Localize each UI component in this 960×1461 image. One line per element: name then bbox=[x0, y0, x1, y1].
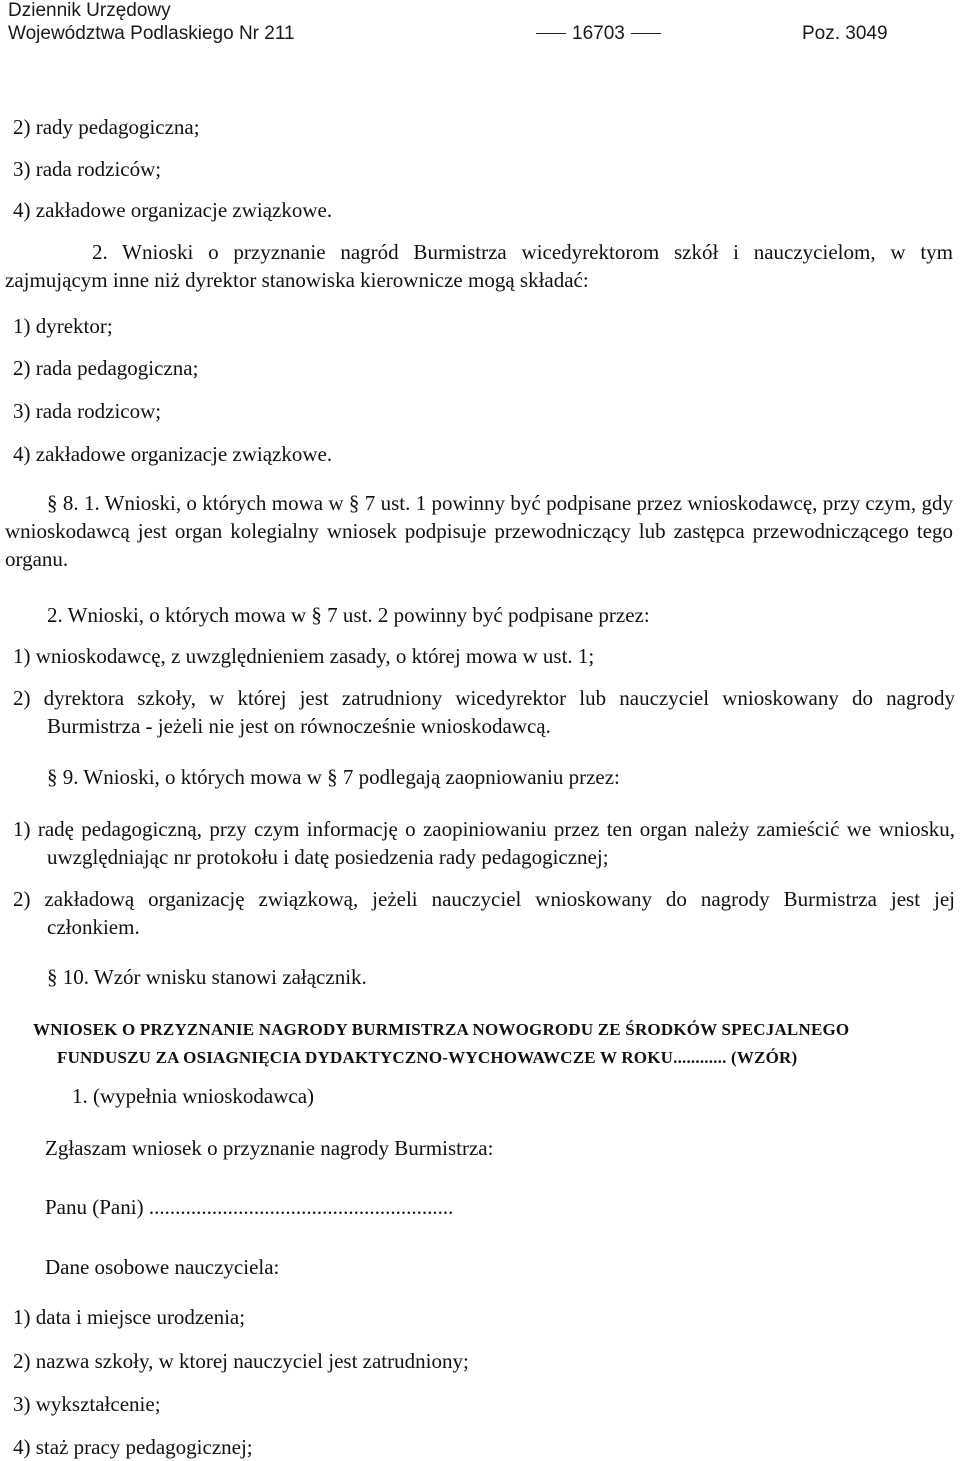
list-item: 1) wnioskodawcę, z uwzględnieniem zasady, o której mowa w ust. 1; bbox=[13, 644, 595, 668]
journal-title: Dziennik Urzędowy bbox=[8, 0, 171, 21]
list-item: 2) nazwa szkoły, w ktorej nauczyciel jest zatrudniony; bbox=[13, 1349, 469, 1373]
list-item: 1) dyrektor; bbox=[13, 314, 113, 338]
section-8-paragraph-1: § 8. 1. Wnioski, o których mowa w § 7 ust. 1 powinny być podpisane przez wnioskodawcę, przy czym, gdy wnioskodawcą jest organ kolegialny wniosek podpisuje przewodniczący lub zastępca przewodniczącego tego organu. bbox=[5, 491, 953, 571]
list-item: 2) zakładową organizację związkową, jeżeli nauczyciel wnioskowany do nagrody Burmistrza jest jej członkiem. bbox=[13, 887, 955, 939]
section-8-paragraph-2: 2. Wnioski, o których mowa w § 7 ust. 2 powinny być podpisane przez: bbox=[47, 603, 650, 627]
list-item: 2) dyrektora szkoły, w której jest zatrudniony wicedyrektor lub nauczyciel wnioskowany do nagrody Burmistrza - jeżeli nie jest on równocześnie wnioskodawcą. bbox=[13, 686, 955, 738]
list-item: 4) zakładowe organizacje związkowe. bbox=[13, 442, 333, 466]
list-item: 3) wykształcenie; bbox=[13, 1392, 161, 1416]
position-number: Poz. 3049 bbox=[802, 23, 888, 44]
page-number-text: 16703 bbox=[572, 23, 625, 44]
list-item: 1) radę pedagogiczną, przy czym informację o zaopiniowaniu przez ten organ należy zamieścić we wniosku, uwzględniając nr protokołu i datę posiedzenia rady pedagogicznej; bbox=[13, 817, 955, 869]
list-item: 2) rada pedagogiczna; bbox=[13, 356, 199, 380]
form-part-label: 1. (wypełnia wnioskodawca) bbox=[72, 1084, 315, 1108]
list-item: 1) data i miejsce urodzenia; bbox=[13, 1305, 246, 1329]
list-item: 3) rada rodziców; bbox=[13, 157, 162, 181]
paragraph: 2. Wnioski o przyznanie nagród Burmistrza wicedyrektorom szkół i nauczycielom, w tym zajmującym inne niż dyrektor stanowiska kierownicze mogą składać: bbox=[5, 240, 953, 292]
section-9: § 9. Wnioski, o których mowa w § 7 podlegają zaopniowaniu przez: bbox=[47, 765, 620, 789]
section-10: § 10. Wzór wnisku stanowi załącznik. bbox=[47, 965, 367, 989]
list-item: 4) staż pracy pedagogicznej; bbox=[13, 1435, 253, 1459]
list-item: 3) rada rodzicow; bbox=[13, 399, 162, 423]
journal-subtitle: Województwa Podlaskiego Nr 211 bbox=[8, 23, 295, 44]
form-title: WNIOSEK O PRZYZNANIE NAGRODY BURMISTRZA NOWOGRODU ZE ŚRODKÓW SPECJALNEGO bbox=[33, 1020, 850, 1039]
list-item: 4) zakładowe organizacje związkowe. bbox=[13, 198, 333, 222]
form-title: FUNDUSZU ZA OSIAGNIĘCIA DYDAKTYCZNO-WYCHOWAWCZE W ROKU............ (WZÓR) bbox=[57, 1048, 798, 1067]
form-request: Zgłaszam wniosek o przyznanie nagrody Burmistrza: bbox=[45, 1136, 494, 1160]
page-header bbox=[8, 0, 952, 50]
form-name-field: Panu (Pani) .......................................................... bbox=[45, 1195, 454, 1219]
dash-right bbox=[631, 33, 661, 34]
list-item: 2) rady pedagogiczna; bbox=[13, 115, 200, 139]
dash-left bbox=[536, 33, 566, 34]
form-personal-heading: Dane osobowe nauczyciela: bbox=[45, 1255, 280, 1279]
page-number bbox=[530, 23, 667, 45]
